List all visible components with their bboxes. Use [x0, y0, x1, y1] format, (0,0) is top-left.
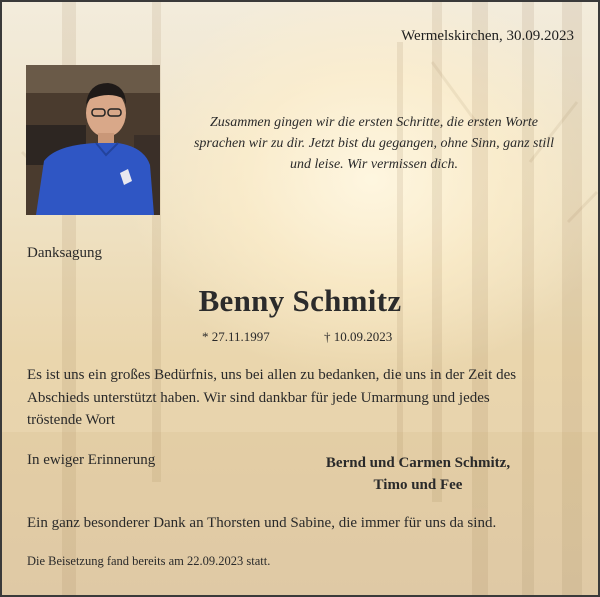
- burial-note: Die Beisetzung fand bereits am 22.09.2023 statt.: [27, 554, 271, 568]
- place-and-date: Wermelskirchen, 30.09.2023: [401, 28, 574, 44]
- birth-date: * 27.11.1997: [202, 329, 270, 344]
- memorial-poem: [172, 112, 576, 175]
- body-line: Abschieds unterstützt haben. Wir sind dankbar für jede Umarmung und jedes: [27, 389, 490, 406]
- poem-line: sprachen wir zu dir. Jetzt bist du gegangen, ohne Sinn, ganz still: [193, 136, 555, 151]
- death-date: † 10.09.2023: [324, 329, 393, 344]
- body-line: tröstende Wort: [27, 412, 116, 428]
- body-line: Es ist uns ein großes Bedürfnis, uns bei allen zu bedanken, die uns in der Zeit des: [27, 367, 517, 383]
- poem-line: und leise. Wir vermissen dich.: [290, 157, 458, 172]
- poem-line: Zusammen gingen wir die ersten Schritte, die ersten Worte: [209, 115, 539, 130]
- person-silhouette-icon: [26, 65, 160, 215]
- thank-you-text: [27, 364, 568, 432]
- deceased-name: Benny Schmitz: [198, 283, 402, 318]
- family-line: Timo und Fee: [373, 477, 463, 493]
- family-signature: [302, 452, 534, 496]
- section-heading: Danksagung: [27, 245, 102, 261]
- memory-label: In ewiger Erinnerung: [27, 452, 156, 468]
- portrait-photo: [26, 65, 160, 215]
- special-thanks: Ein ganz besonderer Dank an Thorsten und Sabine, die immer für uns da sind.: [27, 515, 497, 531]
- family-line: Bernd und Carmen Schmitz,: [325, 455, 511, 471]
